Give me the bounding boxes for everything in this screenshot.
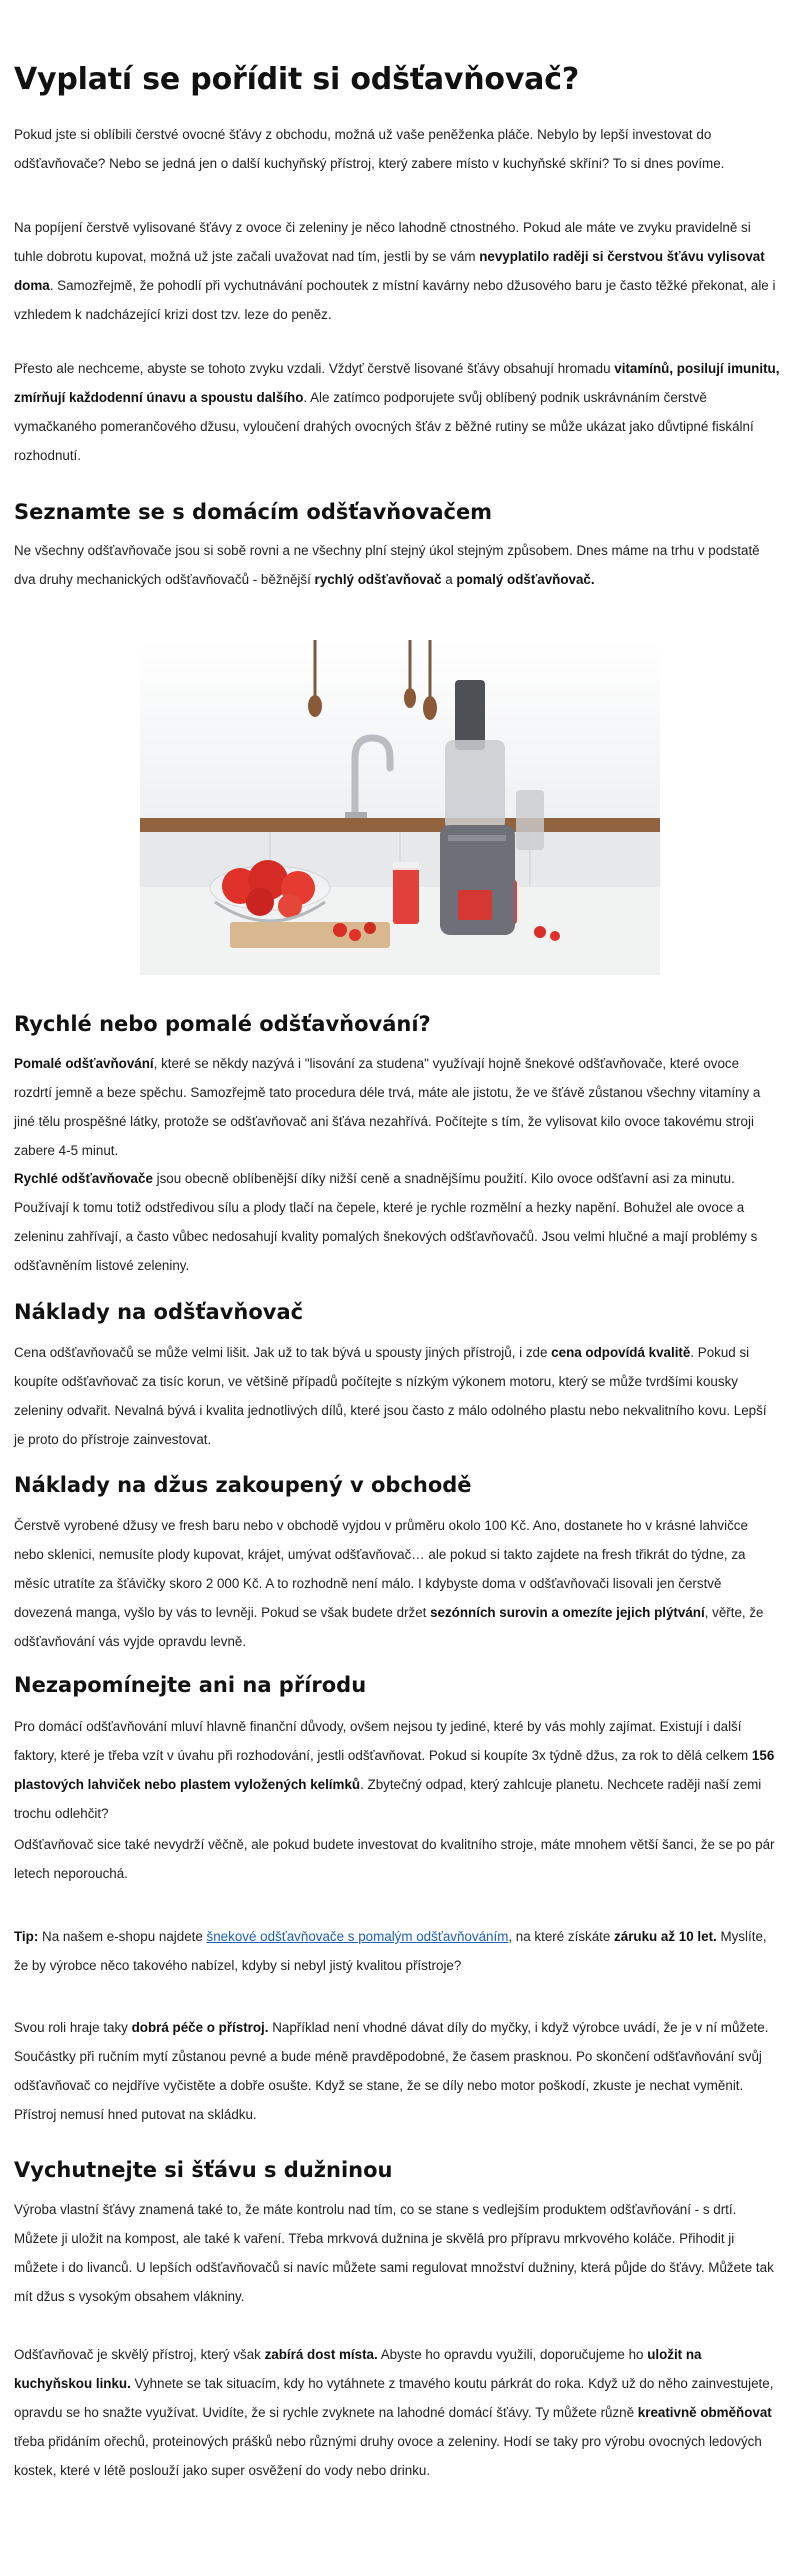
- section-heading-1: Seznamte se s domácím odšťavňovačem: [14, 500, 493, 524]
- kitchen-illustration: [140, 640, 660, 975]
- section-2-paragraph-1: Pomalé odšťavňování, které se někdy nazývá i "lisování za studena" využívají hojně šnekové odšťavňovače, které ovoce rozdrtí jemně a beze spěchu. Samozřejmě tato procedura déle trvá, máte ale jistotu, že ve šťávě zůstanou všechny vitamíny a jiné tělu prospěšné látky, protože se odšťavňovač ani šťáva nezahřívá. Počítejte s tím, že vylisovat kilo ovoce takovému stroji zabere 4-5 minut.: [14, 1056, 761, 1158]
- section-2-paragraph-2: Rychlé odšťavňovače jsou obecně oblíbenější díky nižší ceně a snadnějšímu použití. Kilo ovoce odšťavní asi za minutu. Používají k tomu totiž odstředivou sílu a plody tlačí na čepele, které je rychle rozmělní a hezky napění. Bohužel ale ovoce a zeleninu zahřívají, a často vůbec nedosahují kvality pomalých šnekových odšťavňovačů. Jsou velmi hlučné a mají problémy s odšťavněním listové zeleniny.: [14, 1171, 758, 1273]
- tip-paragraph: Tip: Na našem e-shopu najdete šnekové odšťavňovače s pomalým odšťavňováním, na které získáte záruku až 10 let. Myslíte, že by výrobce něco takového nabízel, kdyby si nebyl jistý kvalitou přístroje?: [14, 1929, 767, 1973]
- slow-juicers-link[interactable]: šnekové odšťavňovače s pomalým odšťavňováním: [206, 1929, 509, 1944]
- intro-paragraph-3: Přesto ale nechceme, abyste se tohoto zvyku vzdali. Vždyť čerstvě lisované šťávy obsahují hromadu vitamínů, posilují imunitu, zmírňují každodenní únavu a spoustu dalšího. Ale zatímco podporujete svůj oblíbený podnik uskrávnáním čerstvě vymačkaného pomerančového džusu, vyloučení drahých ovocných šťáv z běžné rutiny se může ukázat jako důvtipné fiskální rozhodnutí.: [14, 361, 780, 463]
- section-6-paragraph-2: Odšťavňovač je skvělý přístroj, který však zabírá dost místa. Abyste ho opravdu využili, doporučujeme ho uložit na kuchyňskou linku. Vyhnete se tak situacím, kdy ho vytáhnete z tmavého koutu párkrát do roka. Když už do něho zainvestujete, opravdu se ho snažte využívat. Uvidíte, že si rychle zvyknete na lahodné domácí šťávy. Ty můžete různě kreativně obměňovat třeba přidáním ořechů, proteinových prášků nebo různými druhy ovoce a zeleniny. Hodí se taky pro výrobu ovocných ledových kostek, které v létě poslouží jako super osvěžení do vody nebo drinku.: [14, 2347, 774, 2478]
- intro-highlight-2: vitamínů, posilují imunitu, zmírňují každodenní únavu a spoustu dalšího: [14, 361, 780, 405]
- intro-paragraph-1: Pokud jste si oblíbili čerstvé ovocné šťávy z obchodu, možná už vaše peněženka pláče. Nebylo by lepší investovat do odšťavňovače? Nebo se jedná jen o další kuchyňský přístroj, který zabere místo v kuchyňské skříni? To si dnes povíme.: [14, 127, 725, 171]
- tip-label: Tip:: [14, 1929, 39, 1944]
- section-5-paragraph-2: Odšťavňovač sice také nevydrží věčně, ale pokud budete investovat do kvalitního stroje, máte mnohem větší šanci, že se po pár letech neporouchá.: [14, 1837, 775, 1881]
- section-5-paragraph-3: Svou roli hraje taky dobrá péče o přístroj. Například není vhodné dávat díly do myčky, i když výrobce uvádí, že je v ní můžete. Součástky při ručním mytí zůstanou pevné a bude méně pravděpodobné, že časem prasknou. Po skončení odšťavňování svůj odšťavňovač co nejdříve vyčistěte a dobře osušte. Když se stane, že se díly nebo motor poškodí, zkuste je nechat vyměnit. Přístroj nemusí hned putovat na skládku.: [14, 2020, 769, 2122]
- section-heading-2: Rychlé nebo pomalé odšťavňování?: [14, 1012, 431, 1036]
- section-heading-3: Náklady na odšťavňovač: [14, 1300, 304, 1324]
- section-heading-4: Náklady na džus zakoupený v obchodě: [14, 1473, 472, 1497]
- section-6-paragraph-1: Výroba vlastní šťávy znamená také to, že máte kontrolu nad tím, co se stane s vedlejším produktem odšťavňování - s drtí. Můžete ji uložit na kompost, ale také k vaření. Třeba mrkvová dužnina je skvělá pro přípravu mrkvového koláče. Přihodit ji můžete i do livanců. U lepších odšťavňovačů si navíc můžete sami regulovat množství dužniny, která půjde do šťávy. Můžete tak mít džus s vysokým obsahem vlákniny.: [14, 2202, 774, 2304]
- section-heading-6: Vychutnejte si šťávu s dužninou: [14, 2158, 393, 2182]
- juicer-photo: [140, 640, 660, 975]
- intro-paragraph-2: Na popíjení čerstvě vylisované šťávy z ovoce či zeleniny je něco lahodně ctnostného. Pokud ale máte ve zvyku pravidelně si tuhle dobrotu kupovat, možná už jste začali uvažovat nad tím, jestli by se vám nevyplatilo raději si čerstvou šťávu vylisovat doma. Samozřejmě, že pohodlí při vychutnávání pochoutek z místní kavárny nebo džusového baru je často těžké překonat, ale i vzhledem k nadcházející krizi dost tzv. leze do peněz.: [14, 220, 776, 322]
- section-5-paragraph-1: Pro domácí odšťavňování mluví hlavně finanční důvody, ovšem nejsou ty jediné, které by vás mohly zajímat. Existují i další faktory, které je třeba vzít v úvahu při rozhodování, jestli odšťavňovat. Pokud si koupíte 3x týdně džus, za rok to dělá celkem 156 plastových lahviček nebo plastem vyložených kelímků. Zbytečný odpad, který zahlcuje planetu. Nechcete raději naší zemi trochu odlehčit?: [14, 1719, 775, 1821]
- section-4-paragraph: Čerstvě vyrobené džusy ve fresh baru nebo v obchodě vyjdou v průměru okolo 100 Kč. Ano, dostanete ho v krásné lahvičce nebo sklenici, nemusíte plody kupovat, krájet, umývat odšťavňovač… ale pokud si takto zajdete na fresh třikrát do týdne, za měsíc utratíte za šťávičky skoro 2 000 Kč. A to rozhodně není málo. I kdybyste doma v odšťavňovači lisovali jen čerstvě dovezená manga, vyšlo by vás to levněji. Pokud se však budete držet sezónních surovin a omezíte jejich plýtvání, věřte, že odšťavňování vás vyjde opravdu levně.: [14, 1518, 764, 1649]
- intro-highlight-1: nevyplatilo raději si čerstvou šťávu vylisovat doma: [14, 249, 765, 293]
- section-1-paragraph: Ne všechny odšťavňovače jsou si sobě rovni a ne všechny plní stejný úkol stejným způsobem. Dnes máme na trhu v podstatě dva druhy mechanických odšťavňovačů - běžnější rychlý odšťavňovač a pomalý odšťavňovač.: [14, 543, 760, 587]
- article-title: Vyplatí se pořídit si odšťavňovač?: [14, 62, 580, 97]
- section-heading-5: Nezapomínejte ani na přírodu: [14, 1673, 367, 1697]
- section-3-paragraph: Cena odšťavňovačů se může velmi lišit. Jak už to tak bývá u spousty jiných přístrojů, i zde cena odpovídá kvalitě. Pokud si koupíte odšťavňovač za tisíc korun, ve většině případů počítejte s nízkým výkonem motoru, který se může tvrdšími kousky zeleniny odvařit. Nevalná bývá i kvalita jednotlivých dílů, které jsou často z málo odolného plastu nebo nekvalitního kovu. Lepší je proto do přístroje zainvestovat.: [14, 1345, 767, 1447]
